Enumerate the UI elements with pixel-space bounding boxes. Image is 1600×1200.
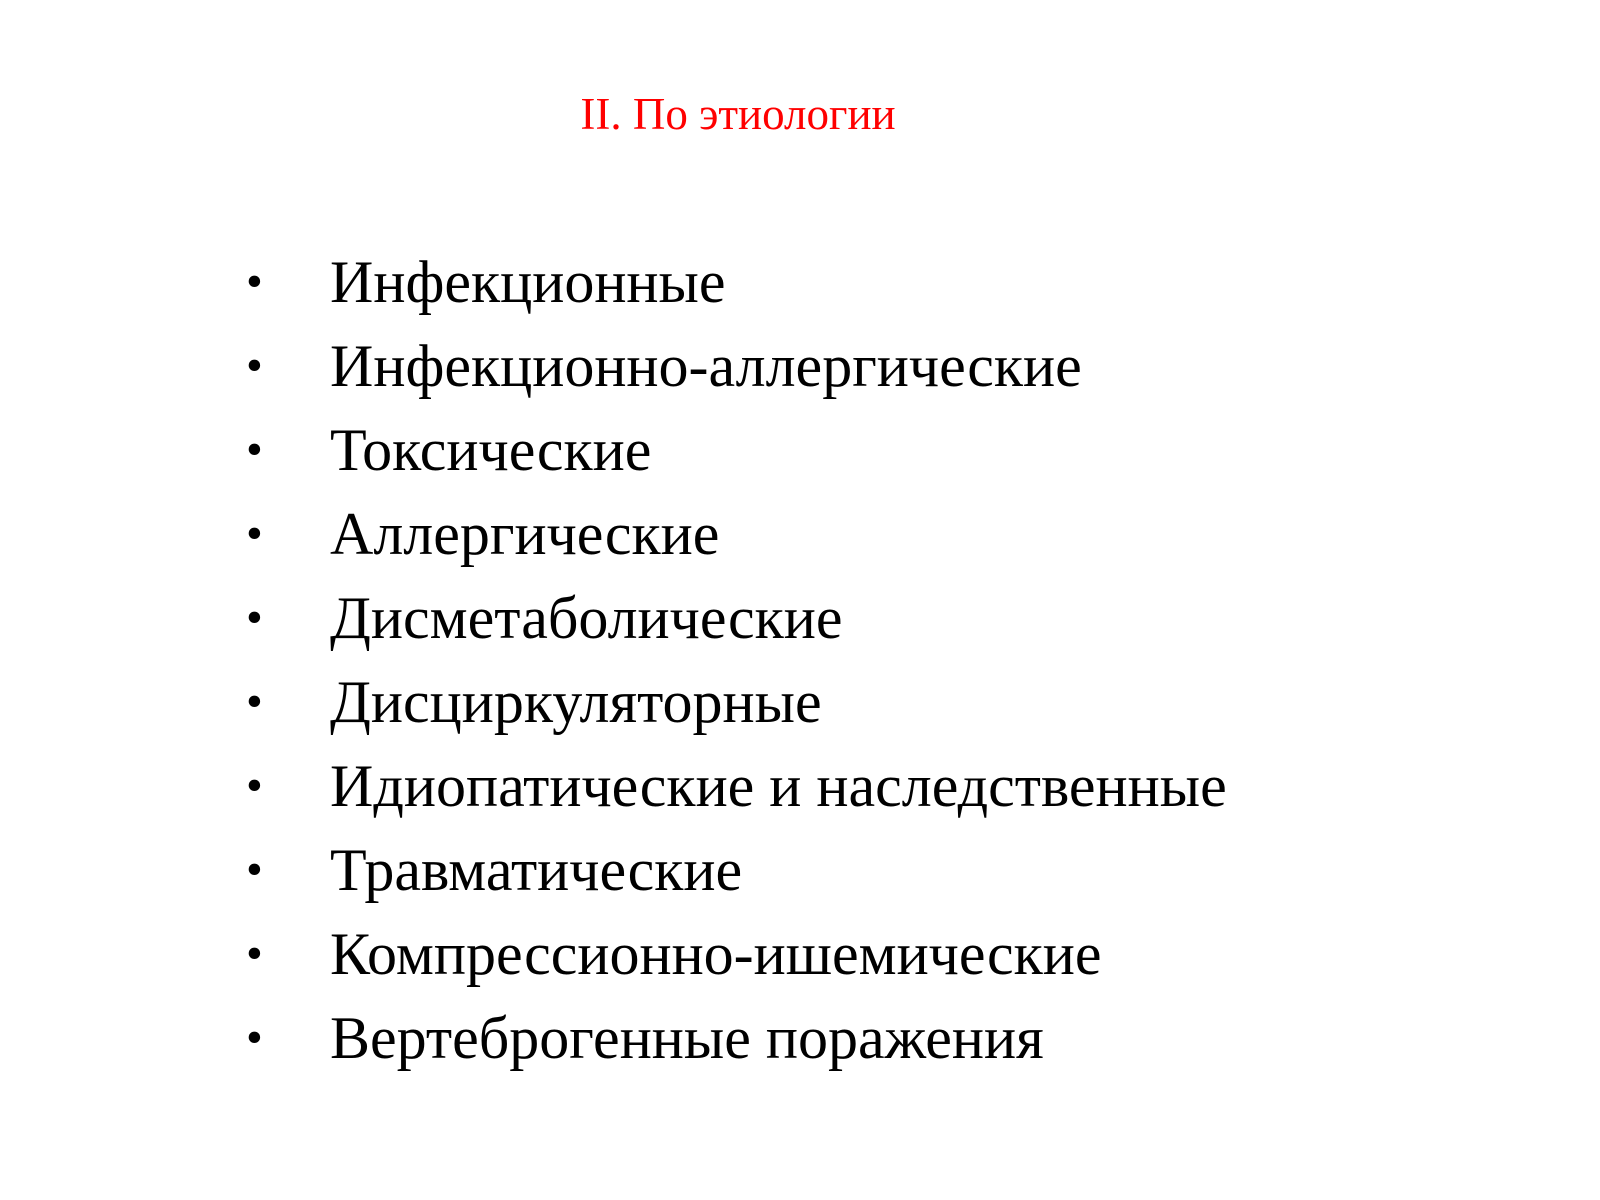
bullet-icon: •	[246, 675, 263, 728]
bullet-icon: •	[246, 255, 263, 308]
list-item-label: Компрессионно-ишемические	[330, 921, 1102, 987]
list-item-label: Дисциркуляторные	[330, 669, 822, 735]
bullet-icon: •	[246, 1011, 263, 1064]
list-item-label: Инфекционные	[330, 249, 726, 315]
list-item-label: Вертеброгенные поражения	[330, 1005, 1044, 1071]
bullet-icon: •	[246, 339, 263, 392]
bullet-icon: •	[246, 927, 263, 980]
list-item-label: Токсические	[330, 417, 652, 483]
list-item-label: Дисметаболические	[330, 585, 843, 651]
list-item-label: Идиопатические и наследственные	[330, 753, 1227, 819]
bullet-icon: •	[246, 423, 263, 476]
bullet-icon: •	[246, 507, 263, 560]
list-item-label: Аллергические	[330, 501, 720, 567]
list-item-label: Инфекционно-аллергические	[330, 333, 1082, 399]
slide-title: II. По этиологии	[580, 89, 896, 139]
list-item-label: Травматические	[330, 837, 743, 903]
bullet-icon: •	[246, 591, 263, 644]
bullet-icon: •	[246, 759, 263, 812]
bullet-icon: •	[246, 843, 263, 896]
